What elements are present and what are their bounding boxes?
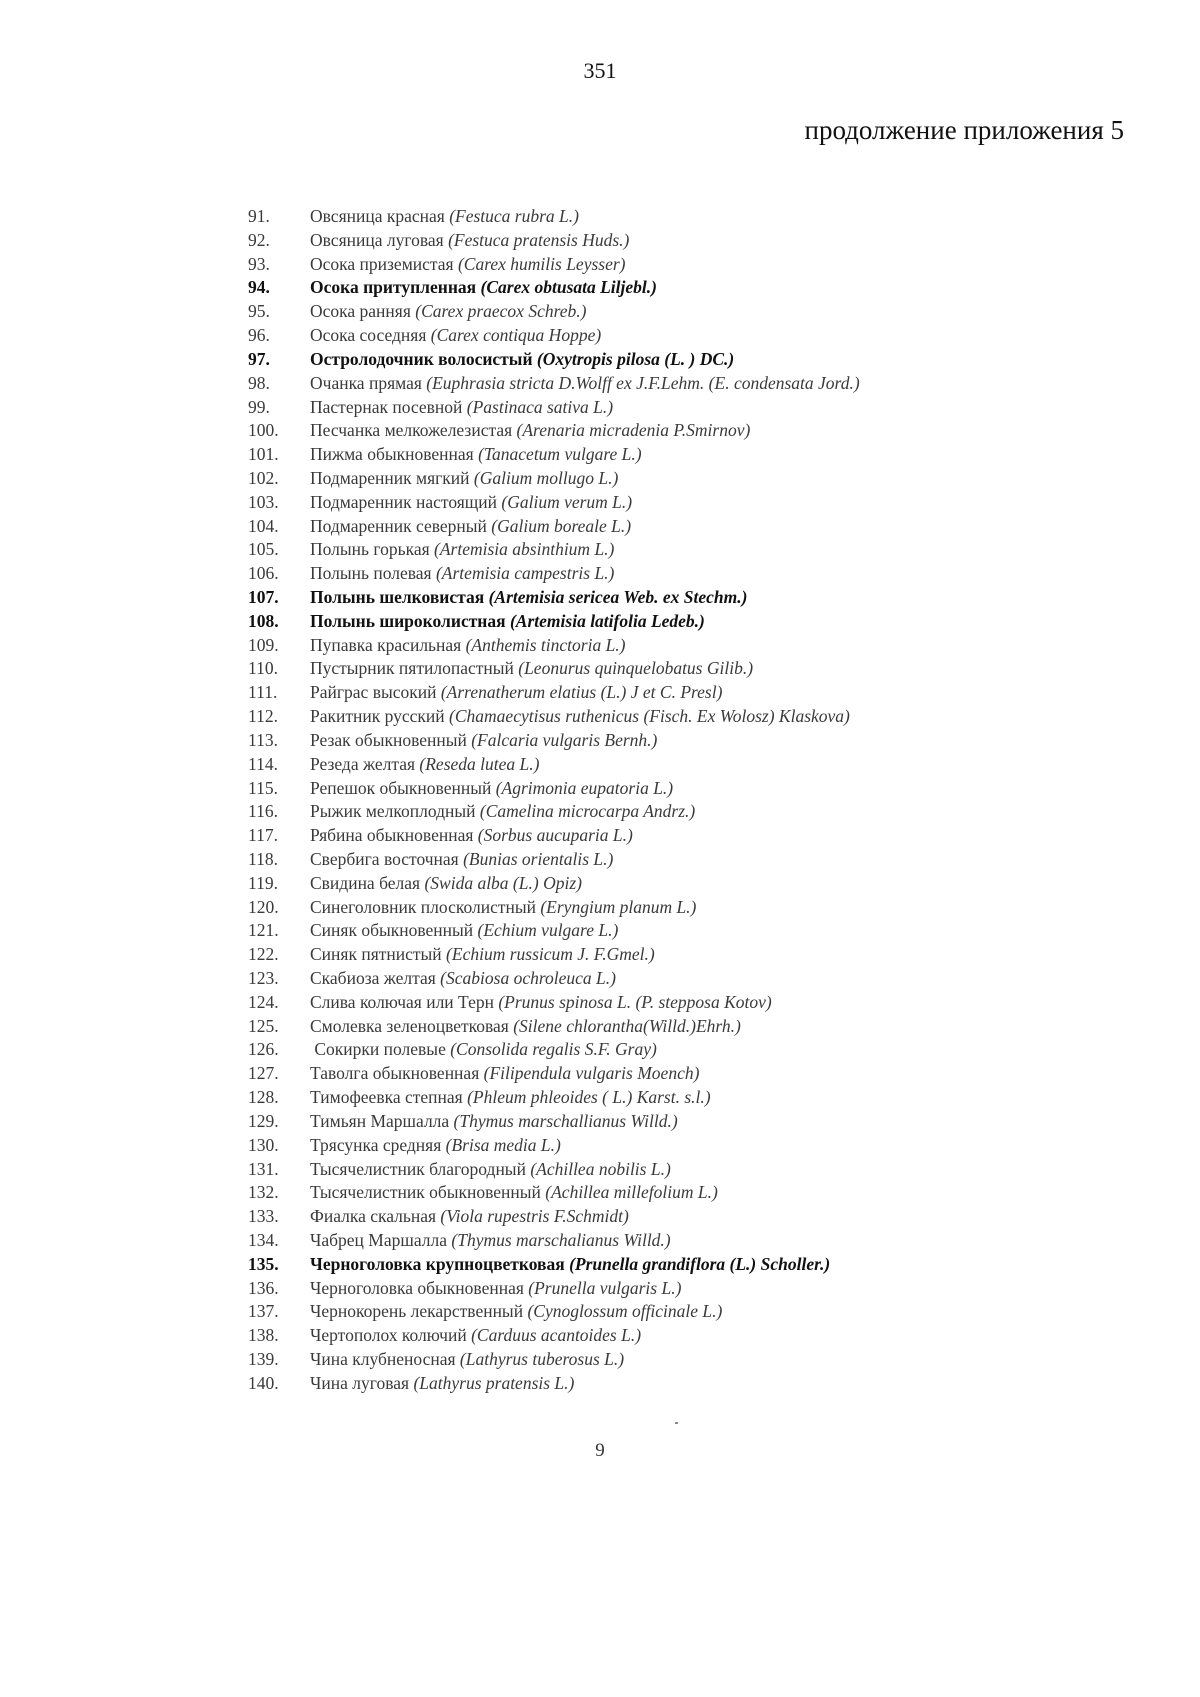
- species-name: [310, 419, 750, 443]
- entry-number: 106.: [248, 563, 279, 584]
- list-item: [248, 824, 1148, 848]
- list-item: [248, 467, 1148, 491]
- russian-name: Репешок обыкновенный: [310, 777, 496, 798]
- latin-name: (Echium russicum J. F.Gmel.): [446, 944, 655, 965]
- species-name: [310, 1348, 624, 1372]
- russian-name: Чабрец Маршалла: [310, 1229, 452, 1250]
- entry-number: 121.: [248, 920, 279, 941]
- entry-number: 131.: [248, 1158, 279, 1179]
- entry-number: 129.: [248, 1110, 279, 1131]
- list-item: [248, 1062, 1148, 1086]
- latin-name: (Tanacetum vulgare L.): [478, 444, 642, 465]
- list-item: [248, 443, 1148, 467]
- species-name: [310, 872, 582, 896]
- russian-name: Пупавка красильная: [310, 634, 466, 655]
- entry-number: 95.: [248, 301, 270, 322]
- russian-name: Полынь полевая: [310, 563, 436, 584]
- entry-number: 133.: [248, 1206, 279, 1227]
- species-name: [310, 681, 722, 705]
- list-item: [248, 1015, 1148, 1039]
- entry-number: 115.: [248, 777, 278, 798]
- russian-name: Резак обыкновенный: [310, 729, 472, 750]
- entry-number: 124.: [248, 991, 279, 1012]
- list-item: [248, 300, 1148, 324]
- russian-name: Очанка прямая: [310, 372, 427, 393]
- entry-number: 114.: [248, 753, 278, 774]
- species-name: [310, 229, 629, 253]
- species-name: [310, 205, 579, 229]
- latin-name: (Arenaria micradenia P.Smirnov): [516, 420, 751, 441]
- species-name: [310, 777, 673, 801]
- list-item: [248, 586, 1148, 610]
- list-item: [248, 1086, 1148, 1110]
- latin-name: (Scabiosa ochroleuca L.): [440, 968, 616, 988]
- russian-name: Рябина обыкновенная: [310, 825, 478, 846]
- latin-name: (Carduus acantoides L.): [471, 1325, 642, 1346]
- entry-number: 99.: [248, 396, 270, 417]
- list-item: [248, 491, 1148, 515]
- latin-name: (Falcaria vulgaris Bernh.): [471, 729, 658, 750]
- russian-name: Пастернак посевной: [310, 396, 467, 417]
- scan-speck: [675, 1422, 678, 1424]
- list-item: [248, 1300, 1148, 1324]
- species-name: [310, 967, 616, 991]
- list-item: [248, 1348, 1148, 1372]
- russian-name: Синяк обыкновенный: [310, 920, 478, 941]
- latin-name: (Consolida regalis S.F. Gray): [450, 1039, 657, 1060]
- latin-name: (Prunus spinosa L. (P. stepposa Kotov): [498, 991, 772, 1012]
- latin-name: (Phleum phleoides ( L.) Karst. s.l.): [467, 1087, 711, 1108]
- russian-name: Овсяница луговая: [310, 229, 449, 250]
- latin-name: (Artemisia latifolia Ledeb.): [509, 610, 705, 631]
- entry-number: 104.: [248, 515, 279, 536]
- list-item: [248, 276, 1148, 300]
- species-name: [310, 372, 860, 396]
- russian-name: Чина луговая: [310, 1372, 414, 1393]
- entry-number: 120.: [248, 896, 279, 917]
- species-name: [310, 467, 618, 491]
- species-name: [310, 1134, 561, 1158]
- latin-name: (Pastinaca sativa L.): [466, 396, 614, 417]
- entry-number: 101.: [248, 444, 279, 465]
- entry-number: 94.: [248, 277, 270, 298]
- russian-name: Полынь широколистная: [310, 610, 510, 631]
- species-name: [310, 919, 618, 943]
- list-item: [248, 1372, 1148, 1396]
- list-item: [248, 967, 1148, 991]
- entry-number: 132.: [248, 1182, 279, 1203]
- russian-name: Осока соседняя: [310, 325, 431, 346]
- entry-number: 116.: [248, 801, 278, 822]
- list-item: [248, 943, 1148, 967]
- entry-number: 113.: [248, 729, 278, 750]
- russian-name: Черноголовка крупноцветковая: [310, 1253, 570, 1274]
- species-name: [310, 562, 614, 586]
- latin-name: (Artemisia absinthium L.): [434, 539, 615, 560]
- russian-name: Смолевка зеленоцветковая: [310, 1015, 514, 1036]
- list-item: [248, 1134, 1148, 1158]
- entry-number: 112.: [248, 706, 278, 727]
- entry-number: 109.: [248, 634, 279, 655]
- species-name: [310, 1372, 574, 1396]
- latin-name: (Echium vulgare L.): [477, 920, 619, 941]
- list-item: [248, 1205, 1148, 1229]
- list-item: [248, 610, 1148, 634]
- list-item: [248, 1158, 1148, 1182]
- list-item: [248, 800, 1148, 824]
- russian-name: Синяк пятнистый: [310, 944, 447, 965]
- russian-name: Райграс высокий: [310, 682, 441, 703]
- entry-number: 117.: [248, 825, 278, 846]
- latin-name: (Carex humilis Leysser): [457, 253, 626, 274]
- page-number: 351: [583, 58, 617, 83]
- latin-name: (Lathyrus pratensis L.): [413, 1372, 575, 1393]
- russian-name: Осока ранняя: [310, 301, 416, 322]
- list-item: [248, 729, 1148, 753]
- species-name: [310, 1158, 671, 1182]
- list-item: [248, 1277, 1148, 1301]
- species-name: [310, 1277, 681, 1301]
- list-item: [248, 1324, 1148, 1348]
- entry-number: 126.: [248, 1039, 279, 1060]
- latin-name: (Bunias orientalis L.): [463, 848, 614, 869]
- list-item: [248, 919, 1148, 943]
- species-name: [310, 1015, 741, 1039]
- species-name: [310, 1038, 657, 1062]
- latin-name: (Galium mollugo L.): [473, 467, 619, 488]
- entry-number: 130.: [248, 1134, 279, 1155]
- russian-name: Фиалка скальная: [310, 1206, 441, 1227]
- russian-name: Овсяница красная: [310, 206, 450, 226]
- footer-number: 9: [595, 1440, 605, 1461]
- russian-name: Ракитник русский: [310, 706, 450, 727]
- entry-number: 110.: [248, 658, 278, 679]
- entry-number: 105.: [248, 539, 279, 560]
- list-item: [248, 848, 1148, 872]
- species-name: [310, 1062, 699, 1086]
- list-item: [248, 538, 1148, 562]
- species-name: [310, 276, 657, 300]
- species-name: [310, 1229, 671, 1253]
- latin-name: (Thymus marschalianus Willd.): [451, 1229, 671, 1250]
- latin-name: (Filipendula vulgaris Moench): [483, 1063, 700, 1084]
- species-list: [248, 205, 1148, 1396]
- latin-name: (Swida alba (L.) Opiz): [424, 872, 582, 893]
- latin-name: (Thymus marschallianus Willd.): [453, 1110, 678, 1131]
- russian-name: Синеголовник плосколистный: [310, 896, 541, 917]
- species-name: [310, 586, 747, 610]
- entry-number: 127.: [248, 1063, 279, 1084]
- russian-name: Скабиоза желтая: [310, 968, 441, 988]
- russian-name: Пижма обыкновенная: [310, 444, 479, 465]
- list-item: [248, 705, 1148, 729]
- entry-number: 139.: [248, 1349, 279, 1369]
- russian-name: Осока притупленная: [310, 277, 481, 298]
- latin-name: (Carex contiqua Hoppe): [430, 325, 602, 346]
- russian-name: Чернокорень лекарственный: [310, 1301, 528, 1322]
- entry-number: 122.: [248, 944, 279, 965]
- latin-name: (Festuca pratensis Huds.): [448, 229, 630, 250]
- list-item: [248, 253, 1148, 277]
- species-name: [310, 538, 614, 562]
- list-item: [248, 372, 1148, 396]
- latin-name: (Prunella vulgaris L.): [528, 1277, 682, 1298]
- entry-number: 138.: [248, 1325, 279, 1346]
- russian-name: Подмаренник настоящий: [310, 491, 502, 512]
- russian-name: Рыжик мелкоплодный: [310, 801, 480, 822]
- entry-number: 111.: [248, 682, 278, 703]
- species-name: [310, 253, 626, 277]
- species-name: [310, 515, 631, 539]
- russian-name: Чертополох колючий: [310, 1325, 472, 1346]
- list-item: [248, 1038, 1148, 1062]
- species-name: [310, 705, 850, 729]
- russian-name: Остролодочник волосистый: [310, 348, 537, 369]
- russian-name: Тысячелистник благородный: [310, 1158, 531, 1179]
- latin-name: (Cynoglossum officinale L.): [527, 1301, 723, 1322]
- list-item: [248, 1253, 1148, 1277]
- species-name: [310, 753, 539, 777]
- list-item: [248, 396, 1148, 420]
- list-item: [248, 324, 1148, 348]
- species-name: [310, 1300, 722, 1324]
- list-item: [248, 1181, 1148, 1205]
- latin-name: (Achillea nobilis L.): [530, 1158, 671, 1179]
- russian-name: Свидина белая: [310, 872, 425, 893]
- latin-name: (Prunella grandiflora (L.) Scholler.): [569, 1253, 831, 1274]
- latin-name: (Chamaecytisus ruthenicus (Fisch. Ex Wolosz) Klaskova): [449, 706, 850, 727]
- russian-name: Подмаренник северный: [310, 515, 492, 536]
- russian-name: Полынь горькая: [310, 539, 435, 560]
- species-name: [310, 824, 633, 848]
- species-name: [310, 1324, 641, 1348]
- list-item: [248, 419, 1148, 443]
- entry-number: 93.: [248, 253, 270, 274]
- latin-name: (Carex obtusata Liljebl.): [480, 277, 657, 298]
- latin-name: (Anthemis tinctoria L.): [465, 634, 626, 655]
- species-name: [310, 896, 696, 920]
- russian-name: Таволга обыкновенная: [310, 1063, 484, 1084]
- species-name: [310, 800, 695, 824]
- list-item: [248, 991, 1148, 1015]
- list-item: [248, 896, 1148, 920]
- list-item: [248, 634, 1148, 658]
- appendix-subheading: продолжение приложения 5: [804, 115, 1124, 145]
- species-name: [310, 300, 586, 324]
- entry-number: 136.: [248, 1277, 279, 1298]
- entry-number: 134.: [248, 1229, 279, 1250]
- latin-name: (Camelina microcarpa Andrz.): [479, 801, 696, 822]
- latin-name: (Silene chlorantha(Willd.)Ehrh.): [513, 1015, 741, 1036]
- species-name: [310, 634, 626, 658]
- list-item: [248, 515, 1148, 539]
- entry-number: 102.: [248, 467, 279, 488]
- latin-name: (Agrimonia eupatoria L.): [495, 777, 674, 798]
- latin-name: (Festuca rubra L.): [449, 206, 579, 226]
- russian-name: Чина клубненосная: [310, 1349, 460, 1369]
- entry-number: 118.: [248, 848, 278, 869]
- latin-name: (Achillea millefolium L.): [545, 1182, 718, 1203]
- entry-number: 103.: [248, 491, 279, 512]
- russian-name: Тимофеевка степная: [310, 1087, 468, 1108]
- latin-name: (Artemisia sericea Web. ex Stechm.): [488, 587, 748, 607]
- list-item: [248, 562, 1148, 586]
- latin-name: (Leonurus quinquelobatus Gilib.): [518, 658, 754, 679]
- species-name: [310, 1205, 629, 1229]
- entry-number: 125.: [248, 1015, 279, 1036]
- list-item: [248, 1110, 1148, 1134]
- species-name: [310, 610, 705, 634]
- latin-name: (Carex praecox Schreb.): [415, 301, 587, 322]
- russian-name: Тысячелистник обыкновенный: [310, 1182, 546, 1203]
- russian-name: Тимьян Маршалла: [310, 1110, 454, 1131]
- russian-name: Свербига восточная: [310, 848, 464, 869]
- list-item: [248, 229, 1148, 253]
- entry-number: 108.: [248, 610, 279, 631]
- list-item: [248, 657, 1148, 681]
- latin-name: (Reseda lutea L.): [419, 753, 540, 774]
- latin-name: (Galium verum L.): [501, 491, 633, 512]
- russian-name: Пустырник пятилопастный: [310, 658, 519, 679]
- species-name: [310, 1181, 718, 1205]
- russian-name: Сокирки полевые: [310, 1039, 451, 1060]
- species-name: [310, 1086, 711, 1110]
- russian-name: Песчанка мелкожелезистая: [310, 420, 517, 441]
- russian-name: Осока приземистая: [310, 253, 458, 274]
- species-name: [310, 991, 772, 1015]
- russian-name: Резеда желтая: [310, 753, 420, 774]
- russian-name: Черноголовка обыкновенная: [310, 1277, 529, 1298]
- entry-number: 96.: [248, 325, 270, 346]
- species-name: [310, 729, 657, 753]
- latin-name: (Arrenatherum elatius (L.) J et C. Presl): [440, 682, 723, 703]
- entry-number: 91.: [248, 206, 270, 226]
- latin-name: (Euphrasia stricta D.Wolff ex J.F.Lehm. (E. condensata Jord.): [426, 372, 860, 393]
- russian-name: Полынь шелковистая: [310, 587, 489, 607]
- list-item: [248, 348, 1148, 372]
- latin-name: (Brisa media L.): [445, 1134, 561, 1155]
- latin-name: (Eryngium planum L.): [540, 896, 697, 917]
- species-name: [310, 324, 601, 348]
- entry-number: 98.: [248, 372, 270, 393]
- entry-number: 92.: [248, 229, 270, 250]
- species-name: [310, 396, 613, 420]
- entry-number: 100.: [248, 420, 279, 441]
- latin-name: (Galium boreale L.): [491, 515, 632, 536]
- latin-name: (Lathyrus tuberosus L.): [459, 1349, 625, 1369]
- entry-number: 123.: [248, 968, 279, 988]
- species-name: [310, 1253, 830, 1277]
- species-name: [310, 443, 642, 467]
- russian-name: Слива колючая или Терн: [310, 991, 499, 1012]
- species-name: [310, 491, 632, 515]
- latin-name: (Oxytropis pilosa (L. ) DC.): [536, 348, 735, 369]
- entry-number: 107.: [248, 587, 279, 607]
- entry-number: 119.: [248, 872, 278, 893]
- species-name: [310, 1110, 678, 1134]
- list-item: [248, 681, 1148, 705]
- entry-number: 128.: [248, 1087, 279, 1108]
- entry-number: 135.: [248, 1253, 279, 1274]
- list-item: [248, 753, 1148, 777]
- entry-number: 137.: [248, 1301, 279, 1322]
- species-name: [310, 348, 734, 372]
- species-name: [310, 848, 613, 872]
- list-item: [248, 205, 1148, 229]
- species-name: [310, 943, 655, 967]
- russian-name: Трясунка средняя: [310, 1134, 446, 1155]
- russian-name: Подмаренник мягкий: [310, 467, 474, 488]
- latin-name: (Viola rupestris F.Schmidt): [440, 1206, 629, 1227]
- list-item: [248, 872, 1148, 896]
- list-item: [248, 1229, 1148, 1253]
- entry-number: 97.: [248, 348, 270, 369]
- latin-name: (Artemisia campestris L.): [435, 563, 615, 584]
- list-item: [248, 777, 1148, 801]
- species-name: [310, 657, 753, 681]
- latin-name: (Sorbus aucuparia L.): [477, 825, 633, 846]
- entry-number: 140.: [248, 1372, 279, 1393]
